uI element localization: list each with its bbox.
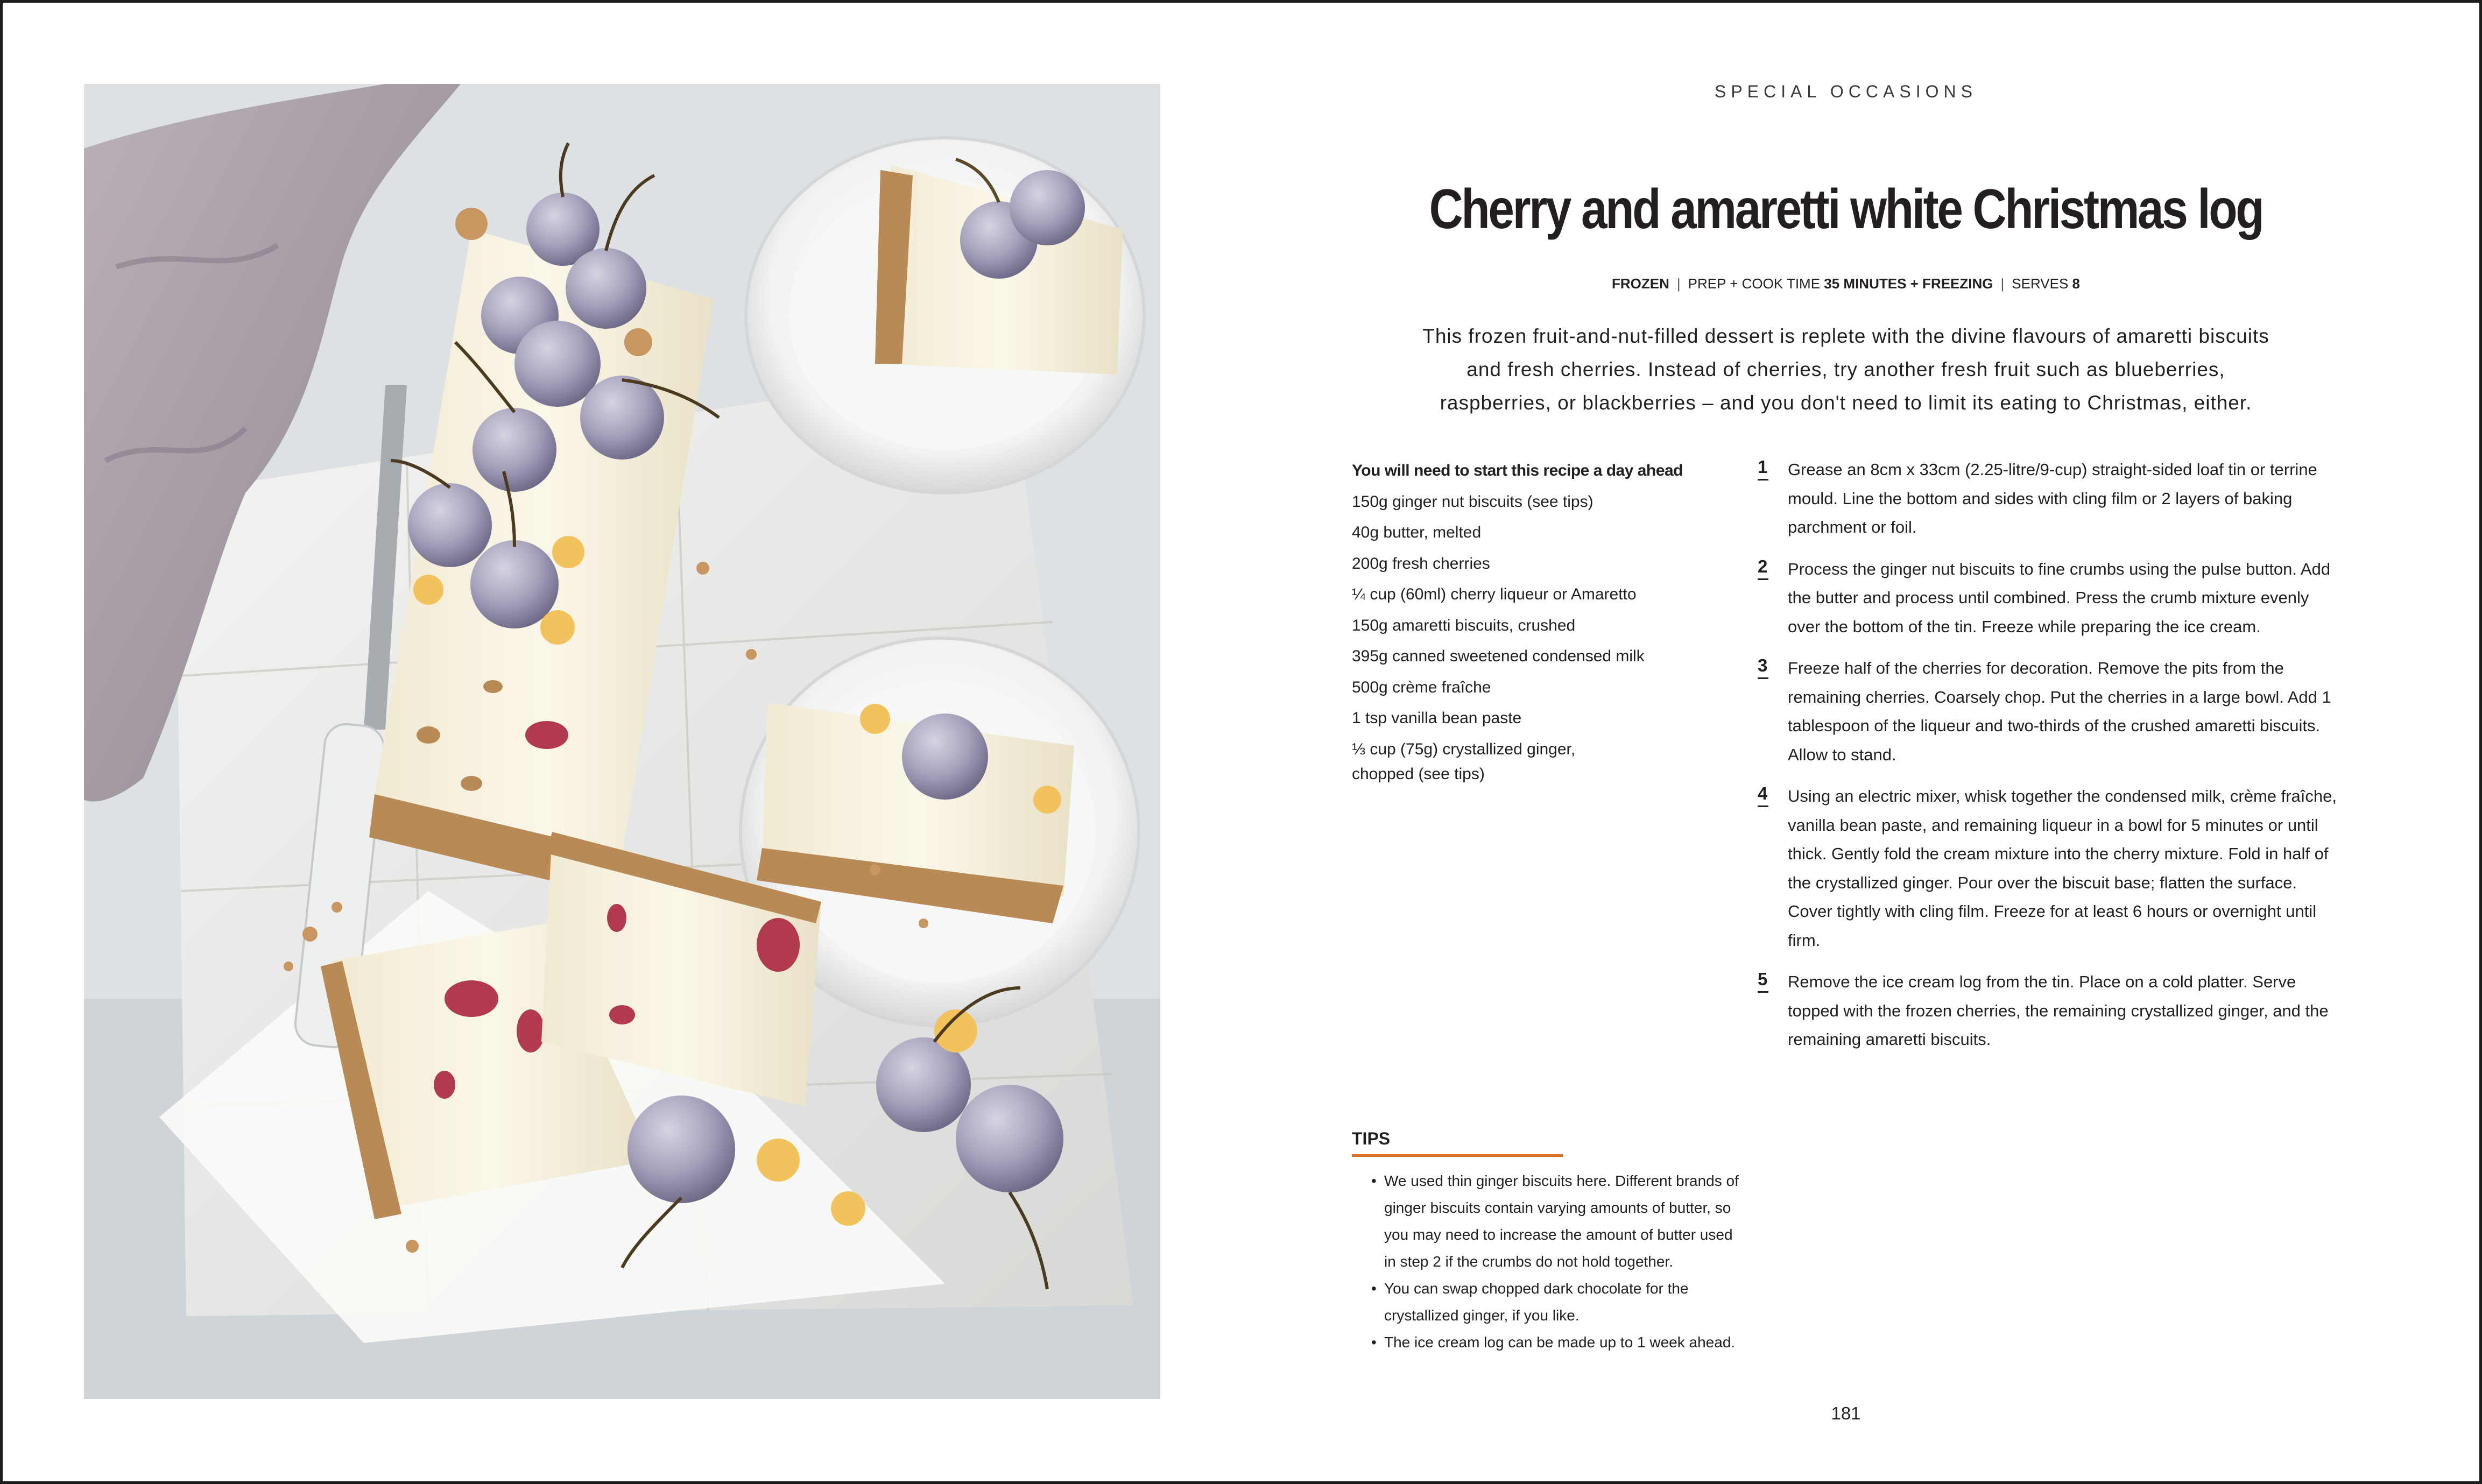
method-step (1758, 654, 2339, 769)
serves-label: SERVES (2012, 275, 2069, 292)
dessert-photo (84, 84, 1160, 1399)
ingredient-item: 395g canned sweetened condensed milk (1352, 647, 1645, 665)
step-number: 1 (1758, 455, 1768, 480)
ingredients-heading: You will need to start this recipe a day ahead (1352, 462, 1683, 479)
ingredient-item: 200g fresh cherries (1352, 554, 1490, 573)
recipe-meta (1453, 275, 2239, 292)
ingredient-item: 500g crème fraîche (1352, 678, 1491, 696)
serves-value: 8 (2072, 275, 2080, 292)
ingredients-list (1352, 455, 1718, 787)
page-number: 181 (1831, 1403, 1861, 1423)
ingredient-item: ⅓ cup (75g) crystallized ginger, chopped (see tips) (1352, 740, 1576, 783)
method-steps (1758, 455, 2339, 1067)
step-number: 4 (1758, 782, 1768, 807)
ingredient-item: 150g ginger nut biscuits (see tips) (1352, 492, 1593, 511)
prep-value: 35 MINUTES + FREEZING (1824, 275, 1993, 292)
meta-separator: | (1676, 275, 1681, 292)
tips-list (1371, 1168, 1748, 1356)
method-step (1758, 782, 2339, 955)
meta-separator: | (2000, 275, 2005, 292)
tip-item: • You can swap chopped dark chocolate for the crystallized ginger, if you like. (1371, 1275, 1748, 1329)
ingredient-item: 1 tsp vanilla bean paste (1352, 709, 1522, 727)
method-step (1758, 455, 2339, 542)
method-step (1758, 967, 2339, 1054)
recipe-type: FROZEN (1612, 275, 1669, 292)
step-number: 5 (1758, 967, 1768, 993)
step-text: Process the ginger nut biscuits to fine crumbs using the pulse button. Add the butter and process until combined. Press the crumb mixture evenly over the bottom of the tin. Freeze while preparing the ice cream. (1788, 559, 2331, 636)
section-label: SPECIAL OCCASIONS (1715, 82, 1977, 101)
step-number: 2 (1758, 555, 1768, 580)
recipe-intro: This frozen fruit-and-nut-filled dessert is replete with the divine flavours of amaretti biscuits and fresh cherries. Instead of cherries, try another fresh fruit such as blueberries, raspberries, or blackberries – and you don't need to limit its eating to Christmas, either. (1422, 325, 2269, 414)
step-text: Remove the ice cream log from the tin. Place on a cold platter. Serve topped with the frozen cherries, the remaining crystallized ginger, and the remaining amaretti biscuits. (1788, 972, 2329, 1049)
dessert-photo-illustration (84, 84, 1160, 1399)
ingredient-item: 150g amaretti biscuits, crushed (1352, 616, 1576, 634)
step-text: Grease an 8cm x 33cm (2.25-litre/9-cup) straight-sided loaf tin or terrine mould. Line the bottom and sides with cling film or 2 layers of baking parchment or foil. (1788, 460, 2317, 536)
tip-item: • We used thin ginger biscuits here. Different brands of ginger biscuits contain varying amounts of butter, so you may need to increase the amount of butter used in step 2 if the crumbs do not hold together. (1371, 1168, 1748, 1275)
method-step (1758, 555, 2339, 641)
ingredient-item: 40g butter, melted (1352, 524, 1482, 541)
tips-title: TIPS (1352, 1129, 1563, 1157)
tip-item: • The ice cream log can be made up to 1 week ahead. (1371, 1329, 1748, 1356)
recipe-title: Cherry and amaretti white Christmas log (1429, 178, 2263, 241)
ingredient-item: ¼ cup (60ml) cherry liqueur or Amaretto (1352, 585, 1637, 603)
step-number: 3 (1758, 654, 1768, 679)
step-text: Freeze half of the cherries for decoration. Remove the pits from the remaining cherries. Coarsely chop. Put the cherries in a large bowl. Add 1 tablespoon of the liqueur and two-thirds of the crushed amaretti biscuits. Allow to stand. (1788, 659, 2331, 764)
prep-label: PREP + COOK TIME (1688, 275, 1821, 292)
step-text: Using an electric mixer, whisk together the condensed milk, crème fraîche, vanilla bean paste, and remaining liqueur in a bowl for 5 minutes or until thick. Gently fold the cream mixture into the cherry mixture. Fold in half of the crystallized ginger. Pour over the biscuit base; flatten the surface. Cover tightly with cling film. Freeze for at least 6 hours or overnight until firm. (1788, 787, 2337, 950)
